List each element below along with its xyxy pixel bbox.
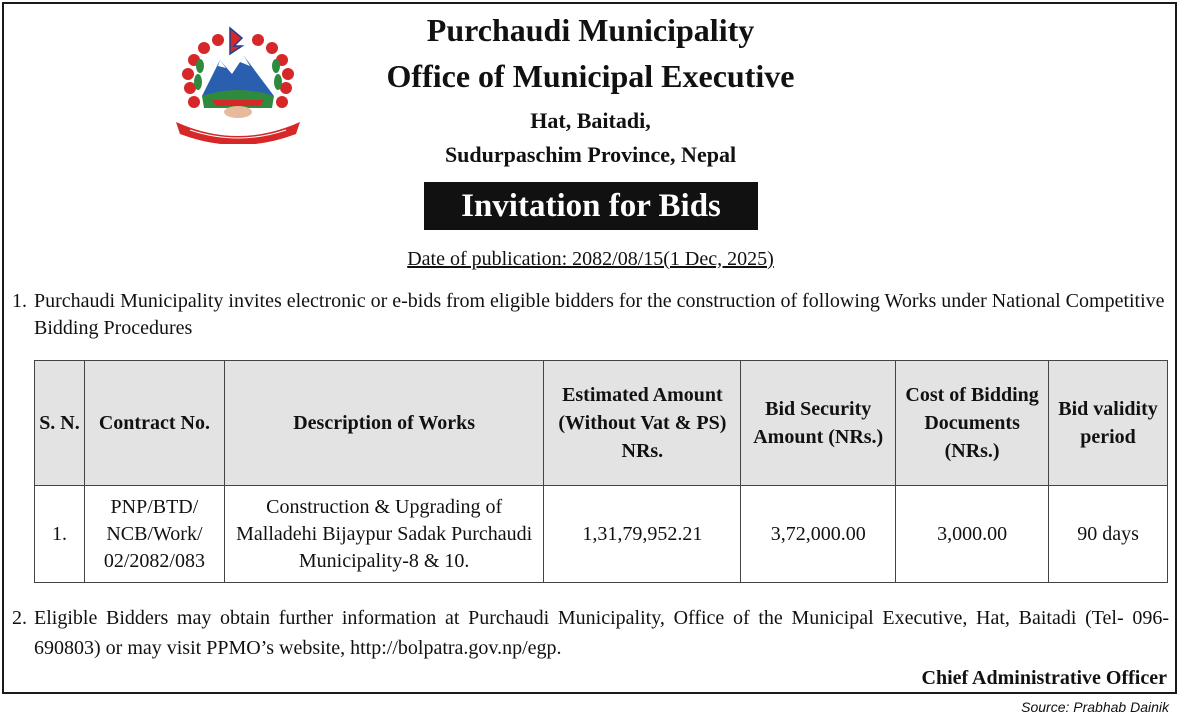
cell-description: Construction & Upgrading of Malladehi Bijaypur Sadak Purchaudi Municipality-8 & 10. xyxy=(224,486,544,583)
paragraph-2 xyxy=(12,603,1169,659)
office-title: Office of Municipal Executive xyxy=(386,58,795,94)
notice-banner: Invitation for Bids xyxy=(424,182,758,230)
col-header-description: Description of Works xyxy=(224,361,544,486)
col-header-validity: Bid validity period xyxy=(1049,361,1168,486)
cell-contract: PNP/BTD/ NCB/Work/ 02/2082/083 xyxy=(84,486,224,583)
municipality-title: Purchaudi Municipality xyxy=(426,12,755,48)
source-credit: Source: Prabhab Dainik xyxy=(1021,699,1169,715)
province-line: Sudurpaschim Province, Nepal xyxy=(444,142,737,167)
cell-validity: 90 days xyxy=(1049,486,1168,583)
col-header-cost: Cost of Bidding Documents (NRs.) xyxy=(896,361,1049,486)
signatory: Chief Administrative Officer xyxy=(921,667,1167,689)
address-line: Hat, Baitadi, xyxy=(530,108,651,133)
paragraph-text: Purchaudi Municipality invites electronic or e-bids from eligible bidders for the construction of following Works under National Competitive Bidding Procedures xyxy=(34,290,1165,339)
col-header-security: Bid Security Amount (NRs.) xyxy=(741,361,896,486)
cell-estimated: 1,31,79,952.21 xyxy=(544,486,741,583)
paragraph-number: 2. xyxy=(12,607,27,629)
bids-table xyxy=(34,360,1168,583)
publication-date: Date of publication: 2082/08/15(1 Dec, 2025) xyxy=(407,248,774,270)
cell-sn: 1. xyxy=(35,486,85,583)
table-row xyxy=(35,486,1168,583)
col-header-contract: Contract No. xyxy=(84,361,224,486)
cell-security: 3,72,000.00 xyxy=(741,486,896,583)
table-header-row xyxy=(35,361,1168,486)
col-header-estimated: Estimated Amount (Without Vat & PS) NRs. xyxy=(544,361,741,486)
paragraph-1 xyxy=(12,288,1169,339)
col-header-sn: S. N. xyxy=(35,361,85,486)
paragraph-number: 1. xyxy=(12,290,27,312)
paragraph-text: Eligible Bidders may obtain further information at Purchaudi Municipality, Office of the Municipal Executive, Hat, Baitadi (Tel- 096-690803) or may visit PPMO’s website, http://bolpatra.gov.np/egp. xyxy=(34,607,1169,659)
cell-cost: 3,000.00 xyxy=(896,486,1049,583)
